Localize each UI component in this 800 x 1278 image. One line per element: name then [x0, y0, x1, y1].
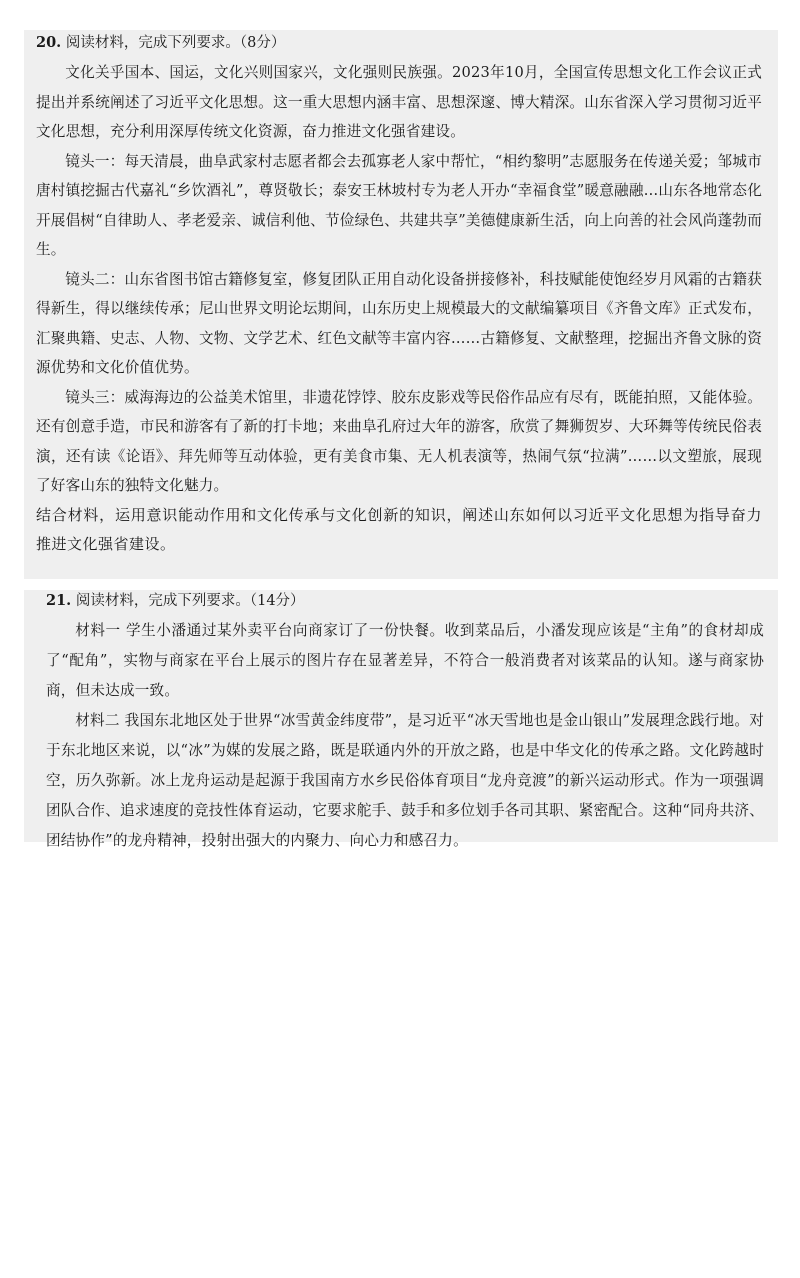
question-instruction: 阅读材料，完成下列要求。 [75, 593, 250, 609]
question-score: （14分） [249, 593, 305, 609]
scene-one: 镜头一：每天清晨，曲阜武家村志愿者都会去孤寡老人家中帮忙，“相约黎明”志愿服务在传递关爱；邹城市唐村镇挖掘古代嘉礼“乡饮酒礼”，尊贤敬长；泰安王林坡村专为老人开办“幸福食堂”暖意融融…山东各地常态化开展倡树“自律助人、孝老爱亲、诚信利他、节俭绿色、共建共享”美德健康新生活，向上向善的社会风尚蓬勃而生。 [36, 152, 762, 258]
scene-two: 镜头二：山东省图书馆古籍修复室，修复团队正用自动化设备拼接修补，科技赋能使饱经岁月风霜的古籍获得新生，得以继续传承；尼山世界文明论坛期间，山东历史上规模最大的文献编纂项目《齐鲁文库》正式发布，汇聚典籍、史志、人物、文物、文学艺术、红色文献等丰富内容……古籍修复、文献整理，挖掘出齐鲁文脉的资源优势和文化价值优势。 [36, 270, 762, 376]
question-21 [24, 590, 778, 849]
scene-three: 镜头三：威海海边的公益美术馆里，非遗花饽饽、胶东皮影戏等民俗作品应有尽有，既能拍照，又能体验。还有创意手造，市民和游客有了新的打卡地；来曲阜孔府过大年的游客，欣赏了舞狮贺岁、大环舞等传统民俗表演，还有读《论语》、拜先师等互动体验，更有美食市集、无人机表演等，热闹气氛“拉满”……以文塑旅，展现了好客山东的独特文化魅力。 [36, 388, 762, 494]
material-one: 材料一 学生小潘通过某外卖平台向商家订了一份快餐。收到菜品后，小潘发现应该是“主角”的食材却成了“配角”，实物与商家在平台上展示的图片存在显著差异，不符合一般消费者对该菜品的认知。遂与商家协商，但未达成一致。 [46, 622, 764, 699]
question-score: （8分） [239, 35, 286, 51]
question-21-header [46, 591, 764, 611]
question-number: 21. [46, 592, 72, 609]
question-task: 结合材料，运用意识能动作用和文化传承与文化创新的知识，阐述山东如何以习近平文化思想为指导奋力推进文化强省建设。 [36, 505, 762, 553]
material-two: 材料二 我国东北地区处于世界“冰雪黄金纬度带”，是习近平“冰天雪地也是金山银山”发展理念践行地。对于东北地区来说，以“冰”为媒的发展之路，既是联通内外的开放之路，也是中华文化的传承之路。文化跨越时空，历久弥新。冰上龙舟运动是起源于我国南方水乡民俗体育项目“龙舟竞渡”的新兴运动形式。作为一项强调团队合作、追求速度的竞技性体育运动，它要求舵手、鼓手和多位划手各司其职、紧密配合。这种“同舟共济、团结协作”的龙舟精神，投射出强大的内聚力、向心力和感召力。 [46, 712, 764, 849]
question-number: 20. [36, 34, 62, 51]
question-20-header [36, 33, 762, 53]
question-instruction: 阅读材料，完成下列要求。 [65, 35, 240, 51]
question-20 [24, 30, 778, 579]
material-intro: 文化关乎国本、国运，文化兴则国家兴，文化强则民族强。2023年10月，全国宣传思想文化工作会议正式提出并系统阐述了习近平文化思想。这一重大思想内涵丰富、思想深邃、博大精深。山东省深入学习贯彻习近平文化思想，充分利用深厚传统文化资源，奋力推进文化强省建设。 [36, 64, 762, 140]
